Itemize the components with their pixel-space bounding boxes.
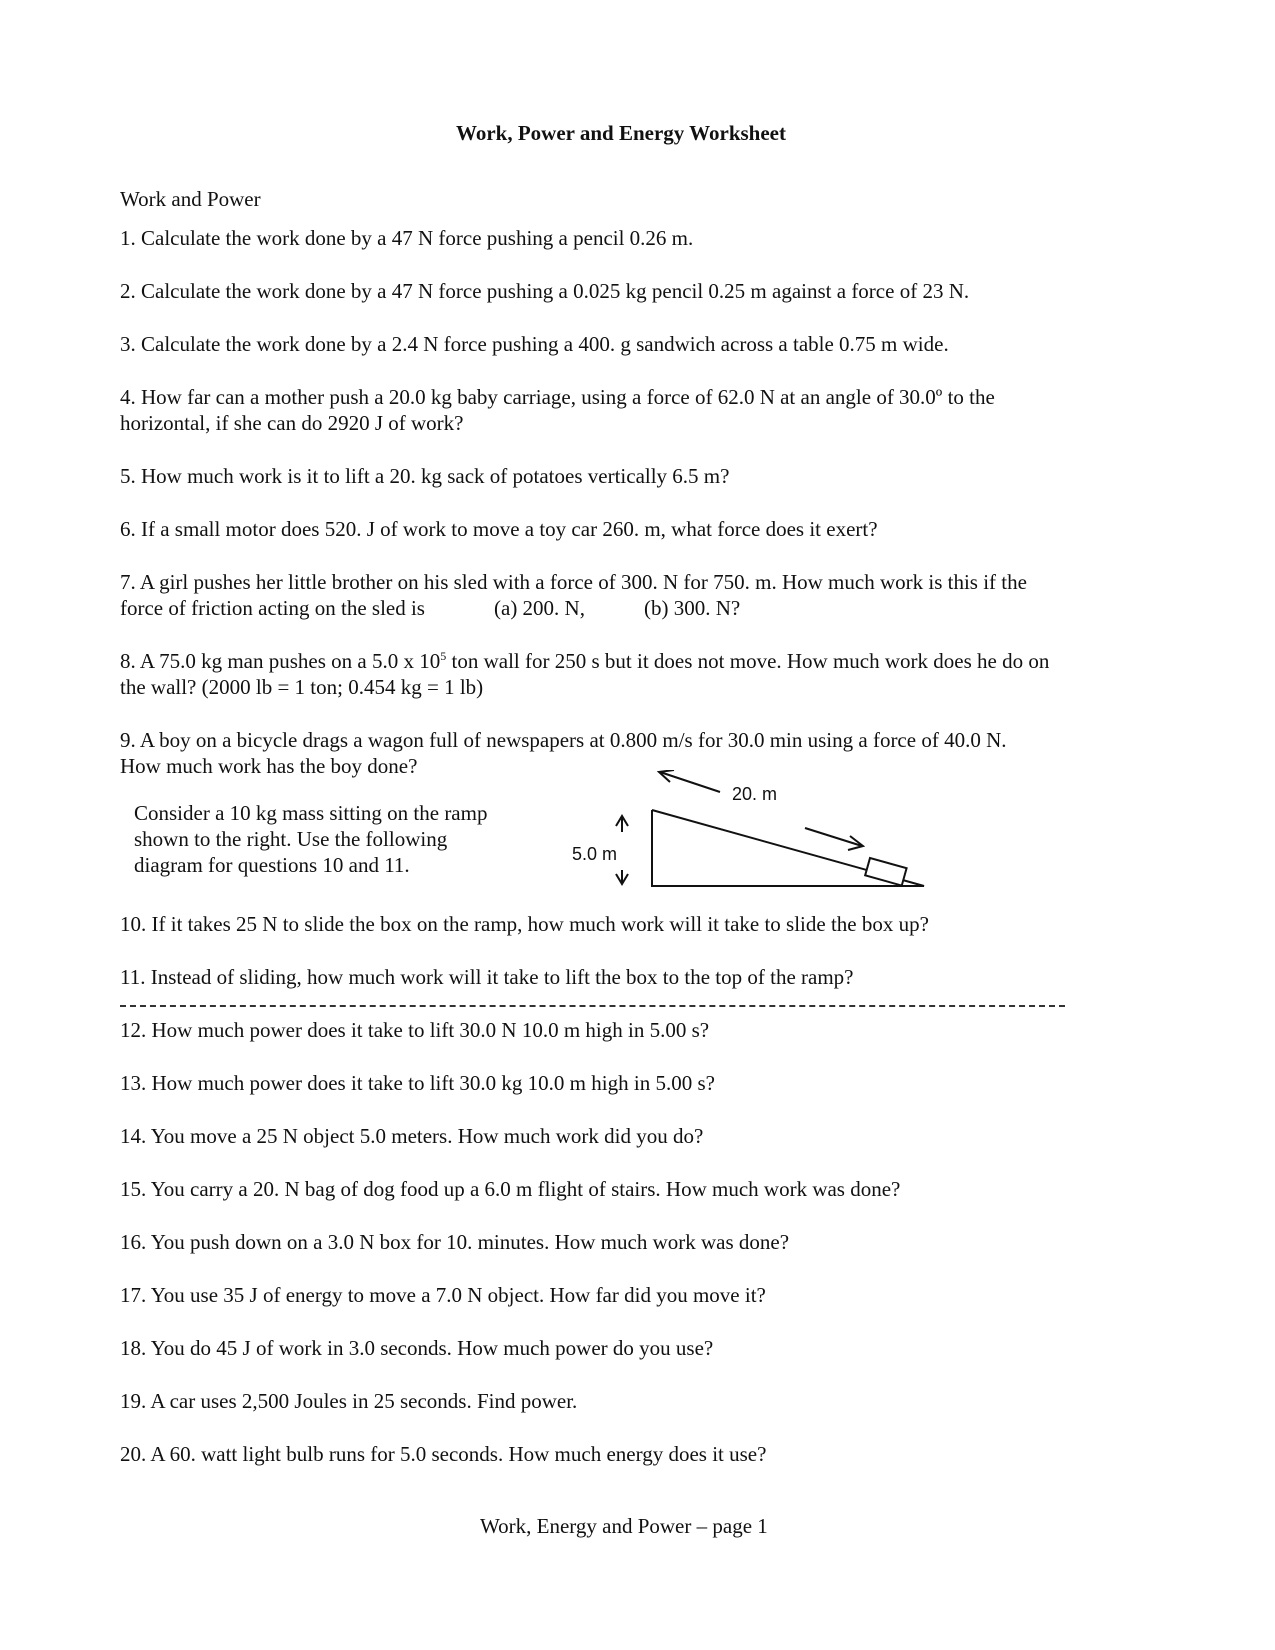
question-8-exponent: 5 bbox=[440, 649, 447, 663]
question-1: 1. Calculate the work done by a 47 N force pushing a pencil 0.26 m. bbox=[120, 226, 694, 250]
ramp-intro-line-1: Consider a 10 kg mass sitting on the ramp bbox=[134, 801, 488, 825]
question-5: 5. How much work is it to lift a 20. kg sack of potatoes vertically 6.5 m? bbox=[120, 464, 730, 488]
question-7-line-1: 7. A girl pushes her little brother on his sled with a force of 300. N for 750. m. How much work is this if the bbox=[120, 570, 1027, 594]
question-8-line-2: the wall? (2000 lb = 1 ton; 0.454 kg = 1 lb) bbox=[120, 675, 484, 699]
question-4-line-1: 4. How far can a mother push a 20.0 kg baby carriage, using a force of 62.0 N at an angle of 30.0º to the bbox=[120, 385, 995, 409]
down-arrow-line bbox=[805, 828, 862, 846]
question-14: 14. You move a 25 N object 5.0 meters. How much work did you do? bbox=[120, 1124, 704, 1148]
ramp-length-label: 20. m bbox=[732, 784, 778, 804]
question-16: 16. You push down on a 3.0 N box for 10. minutes. How much work was done? bbox=[120, 1230, 790, 1254]
question-8-text-start: 8. A 75.0 kg man pushes on a 5.0 x 10 bbox=[120, 649, 441, 673]
question-18: 18. You do 45 J of work in 3.0 seconds. How much power do you use? bbox=[120, 1336, 714, 1360]
question-20: 20. A 60. watt light bulb runs for 5.0 seconds. How much energy does it use? bbox=[120, 1442, 767, 1466]
ramp-box bbox=[865, 858, 906, 886]
question-6: 6. If a small motor does 520. J of work to move a toy car 260. m, what force does it exert? bbox=[120, 517, 878, 541]
page-title: Work, Power and Energy Worksheet bbox=[456, 121, 786, 145]
question-4-line-2: horizontal, if she can do 2920 J of work? bbox=[120, 411, 464, 435]
page-footer: Work, Energy and Power – page 1 bbox=[480, 1514, 768, 1538]
ramp-intro-line-3: diagram for questions 10 and 11. bbox=[134, 853, 410, 877]
ramp-diagram bbox=[560, 770, 940, 895]
question-12: 12. How much power does it take to lift 30.0 N 10.0 m high in 5.00 s? bbox=[120, 1018, 710, 1042]
section-heading: Work and Power bbox=[120, 187, 261, 211]
question-19: 19. A car uses 2,500 Joules in 25 seconds. Find power. bbox=[120, 1389, 578, 1413]
question-17: 17. You use 35 J of energy to move a 7.0 N object. How far did you move it? bbox=[120, 1283, 766, 1307]
question-13: 13. How much power does it take to lift 30.0 kg 10.0 m high in 5.00 s? bbox=[120, 1071, 715, 1095]
question-8-line-1 bbox=[120, 648, 1049, 674]
question-9-line-1: 9. A boy on a bicycle drags a wagon full of newspapers at 0.800 m/s for 30.0 min using a force of 40.0 N. bbox=[120, 728, 1007, 752]
question-7-option-a: (a) 200. N, bbox=[494, 596, 585, 620]
section-divider bbox=[120, 1005, 1065, 1007]
question-15: 15. You carry a 20. N bag of dog food up a 6.0 m flight of stairs. How much work was done? bbox=[120, 1177, 901, 1201]
ramp-height-label: 5.0 m bbox=[572, 844, 618, 864]
question-10: 10. If it takes 25 N to slide the box on the ramp, how much work will it take to slide the box up? bbox=[120, 912, 929, 936]
question-7-option-b: (b) 300. N? bbox=[644, 596, 741, 620]
question-2: 2. Calculate the work done by a 47 N force pushing a 0.025 kg pencil 0.25 m against a force of 23 N. bbox=[120, 279, 970, 303]
question-3: 3. Calculate the work done by a 2.4 N force pushing a 400. g sandwich across a table 0.75 m wide. bbox=[120, 332, 949, 356]
ramp-intro-line-2: shown to the right. Use the following bbox=[134, 827, 448, 851]
question-8-text-end: ton wall for 250 s but it does not move. How much work does he do on bbox=[446, 649, 1050, 673]
question-11: 11. Instead of sliding, how much work will it take to lift the box to the top of the ramp? bbox=[120, 965, 854, 989]
question-7-line-2: force of friction acting on the sled is bbox=[120, 596, 425, 620]
question-9-line-2: How much work has the boy done? bbox=[120, 754, 418, 778]
